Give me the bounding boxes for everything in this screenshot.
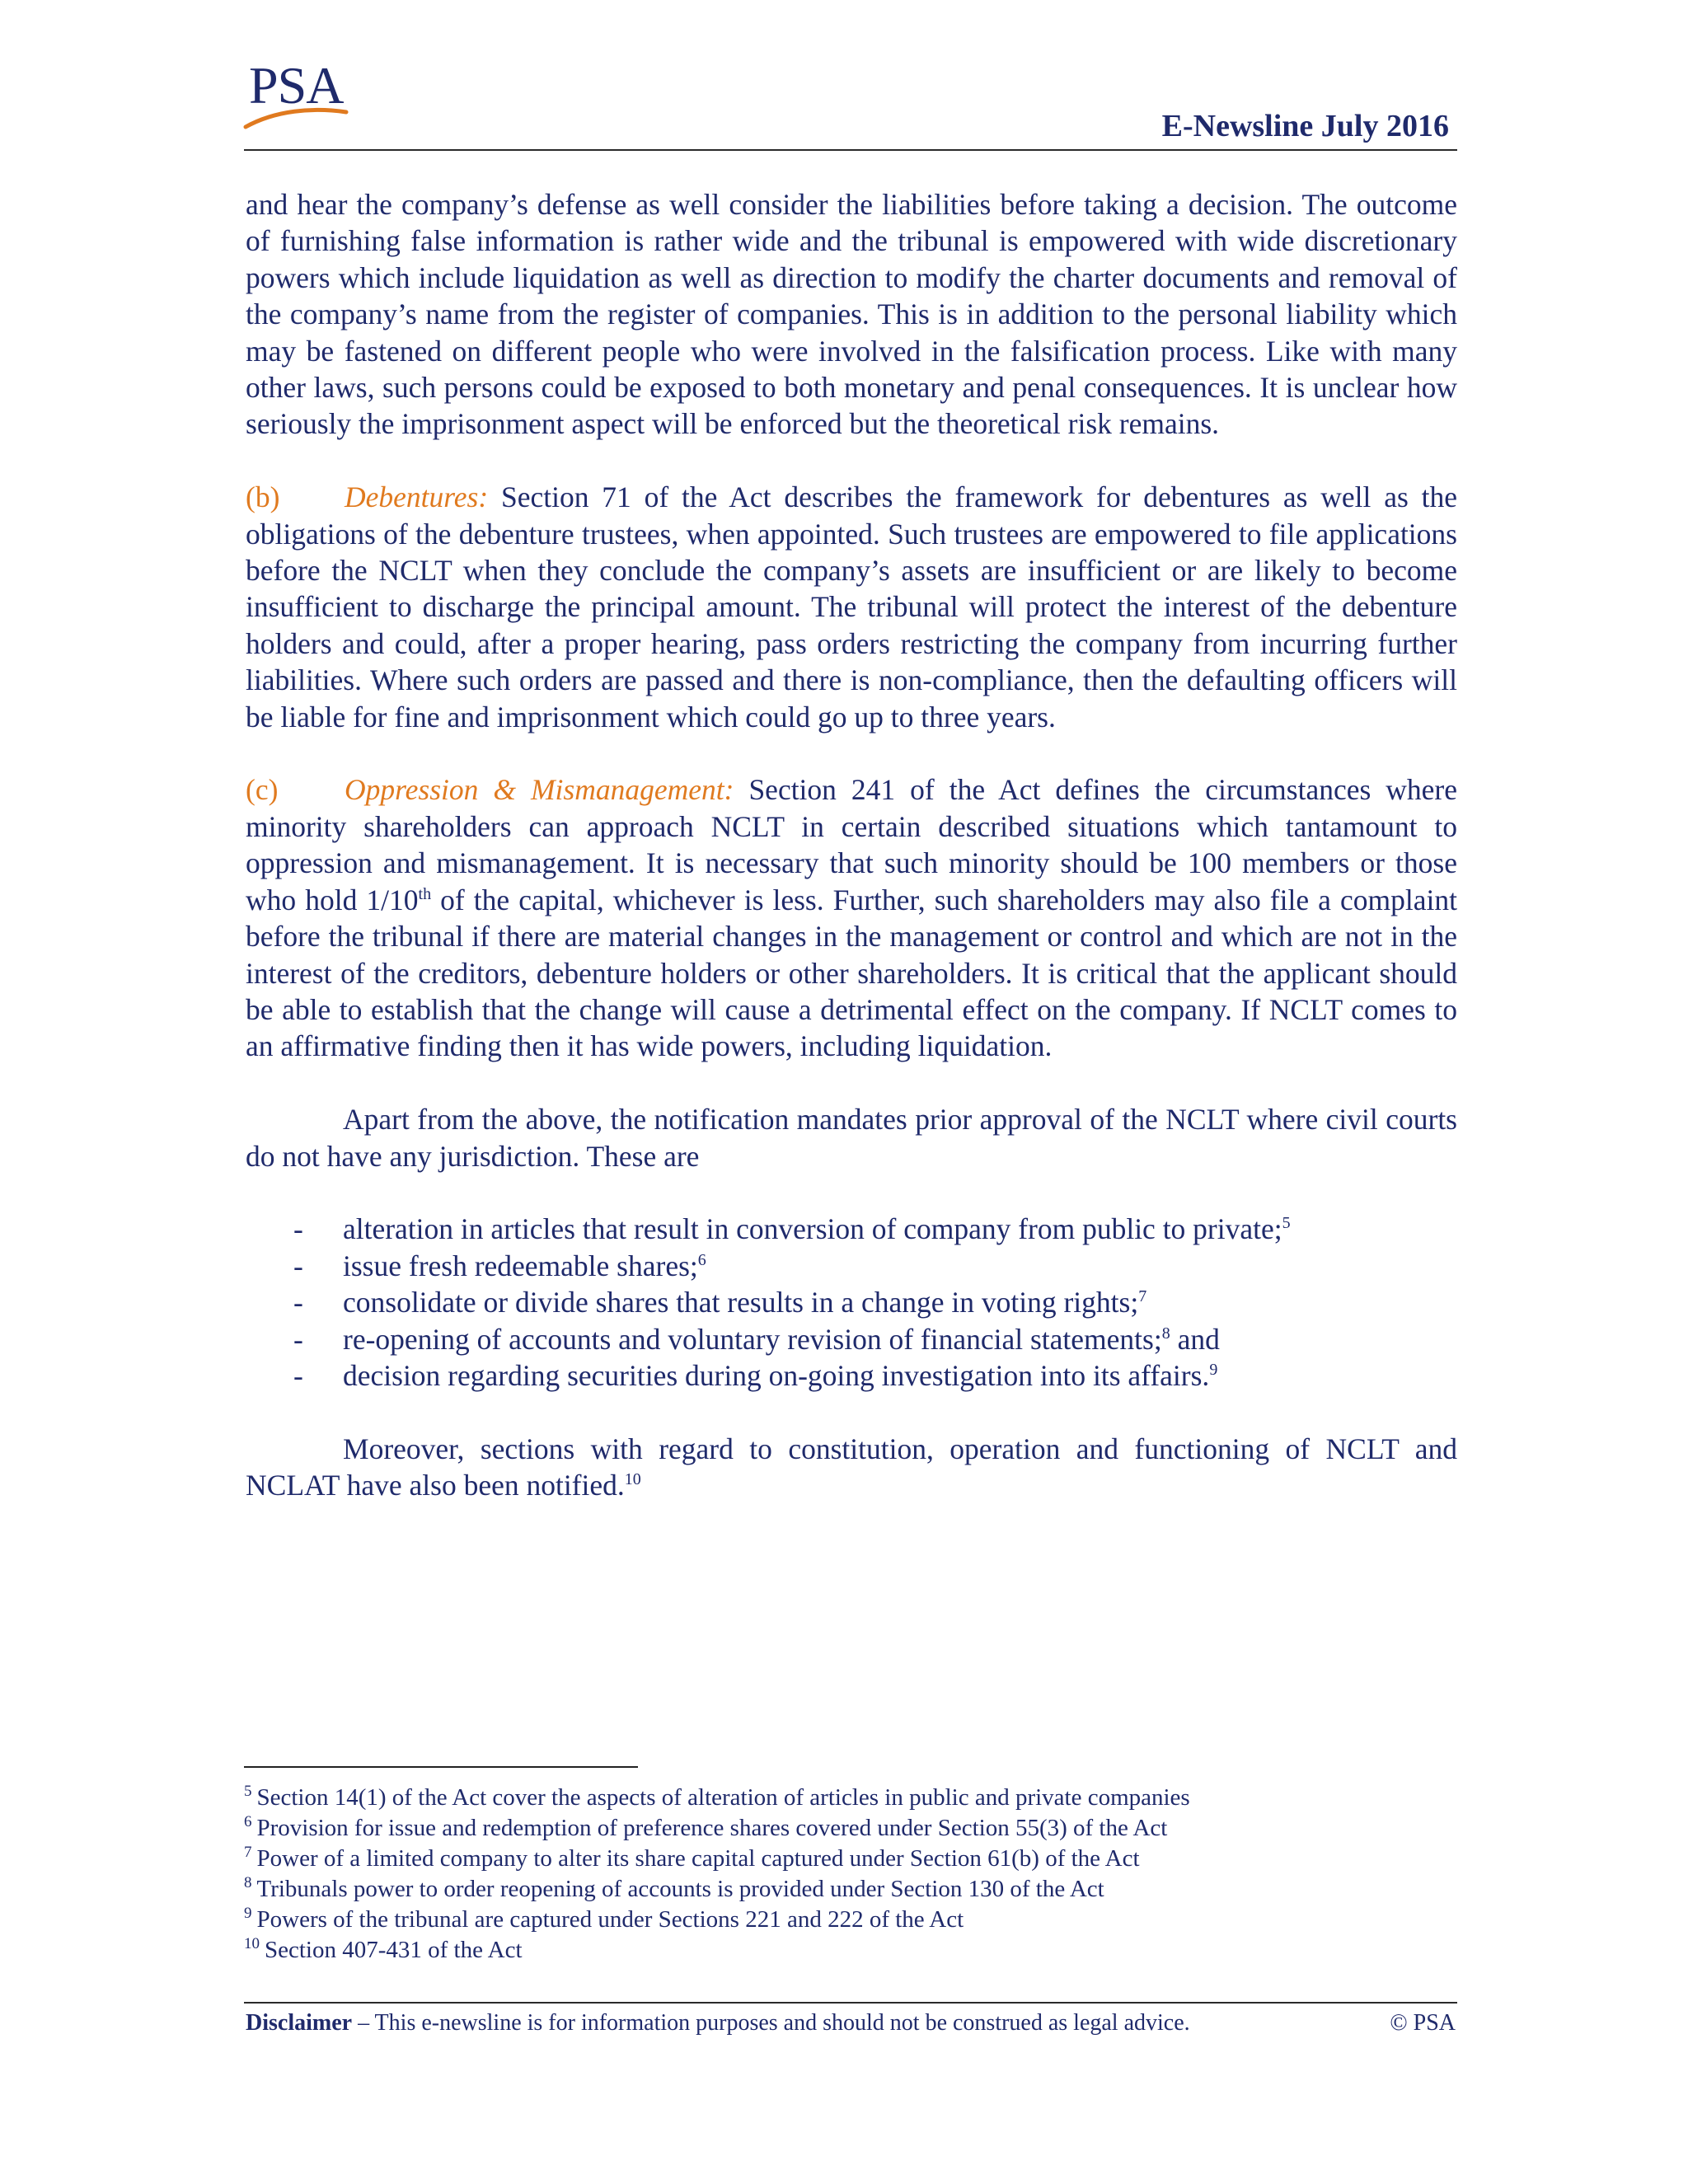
- newsletter-title: E-Newsline July 2016: [1161, 109, 1449, 143]
- text-debentures: Section 71 of the Act describes the framework for debentures as well as the obligations of the debenture trustees, when appointed. Such trustees are empowered to file applications before the NCLT when they conclude the company’s assets are insufficient or are likely to become insufficient to discharge the principal amount. The tribunal will protect the interest of the debenture holders and could, after a proper hearing, pass orders restricting the company from incurring further liabilities. Where such orders are passed and there is non-compliance, then the defaulting officers will be liable for fine and imprisonment which could go up to three years.: [246, 480, 1457, 733]
- list-item: - decision regarding securities during on-going investigation into its affairs.$^9$: [293, 1358, 1218, 1392]
- copyright: © PSA: [1390, 2010, 1456, 2036]
- disclaimer-text: – This e-newsline is for information purposes and should not be construed as legal advice.: [352, 2010, 1190, 2036]
- paragraph-oppression: [246, 771, 1457, 1064]
- footnote-item: $^9$ Powers of the tribunal are captured under Sections 221 and 222 of the Act: [244, 1905, 964, 1933]
- footnote-ref[interactable]: 7: [1138, 1287, 1147, 1306]
- footnote-item: $^7$ Power of a limited company to alter its share capital captured under Section 61(b) of the Act: [244, 1844, 1140, 1872]
- heading-debentures: Debentures:: [345, 480, 489, 514]
- footnote-item: $^{10}$ Section 407-431 of the Act: [244, 1935, 523, 1963]
- logo-text: PSA: [249, 56, 344, 115]
- list-item: - issue fresh redeemable shares;$^6$: [293, 1249, 706, 1282]
- header-divider: [244, 149, 1457, 151]
- footer-divider: [244, 2002, 1457, 2004]
- footnotes: [244, 1783, 1464, 1966]
- footnote-ref[interactable]: 9: [1209, 1361, 1218, 1380]
- label-b: (b): [246, 480, 280, 514]
- approval-list: [246, 1211, 1457, 1394]
- logo-swoosh-icon: [242, 99, 349, 132]
- list-item: - alteration in articles that result in conversion of company from public to private;$^5$: [293, 1212, 1291, 1246]
- paragraph-moreover: Moreover, sections with regard to constitution, operation and functioning of NCLT and NCLAT have also been notified.$^{10}$: [246, 1432, 1457, 1502]
- heading-oppression: Oppression & Mismanagement:: [345, 773, 734, 807]
- footer: [246, 2009, 1457, 2037]
- label-c: (c): [246, 773, 279, 807]
- paragraph-apart: Apart from the above, the notification mandates prior approval of the NCLT where civil courts do not have any jurisdiction. These are: [246, 1103, 1457, 1173]
- footnote-ref[interactable]: 10: [624, 1470, 641, 1489]
- footnote-divider: [244, 1766, 638, 1768]
- footnote-ref[interactable]: 8: [1161, 1324, 1170, 1343]
- list-item: - re-opening of accounts and voluntary revision of financial statements;$^8$ and: [293, 1322, 1220, 1356]
- paragraph-debentures: [246, 479, 1457, 735]
- footnote-ref[interactable]: 5: [1282, 1214, 1291, 1233]
- list-item: - consolidate or divide shares that results in a change in voting rights;$^7$: [293, 1286, 1147, 1319]
- footnote-item: $^5$ Section 14(1) of the Act cover the aspects of alteration of articles in public and private companies: [244, 1783, 1190, 1811]
- paragraph-intro: and hear the company’s defense as well consider the liabilities before taking a decision. The outcome of furnishing false information is rather wide and the tribunal is empowered with wide discretionary powers which include liquidation as well as direction to modify the charter documents and removal of the company’s name from the register of companies. This is in addition to the personal liability which may be fastened on different people who were involved in the falsification process. Like with many other laws, such persons could be exposed to both monetary and penal consequences. It is unclear how seriously the imprisonment aspect will be enforced but the theoretical risk remains.: [246, 188, 1457, 441]
- footnote-item: $^8$ Tribunals power to order reopening of accounts is provided under Section 130 of the Act: [244, 1874, 1104, 1902]
- article-body: [246, 186, 1457, 1540]
- footnote-item: $^6$ Provision for issue and redemption of preference shares covered under Section 55(3) of the Act: [244, 1813, 1168, 1841]
- text-oppression-1: Section 241 of the Act defines the circumstances where minority shareholders can approach NCLT in certain described situations which tantamount to oppression and mismanagement. It is necessary that such minority should be 100 members or those who hold 1/10: [246, 773, 1457, 916]
- psa-logo: [249, 56, 348, 125]
- disclaimer-label: Disclaimer: [246, 2010, 353, 2036]
- footnote-ref[interactable]: 6: [697, 1250, 706, 1269]
- text-oppression-2: of the capital, whichever is less. Further, such shareholders may also file a complaint before the tribunal if there are material changes in the management or control and which are not in the interest of the creditors, debenture holders or other shareholders. It is critical that the applicant should be able to establish that the change will cause a detrimental effect on the company. If NCLT comes to an affirmative finding then it has wide powers, including liquidation.: [246, 883, 1457, 1063]
- superscript-th: th: [418, 884, 432, 903]
